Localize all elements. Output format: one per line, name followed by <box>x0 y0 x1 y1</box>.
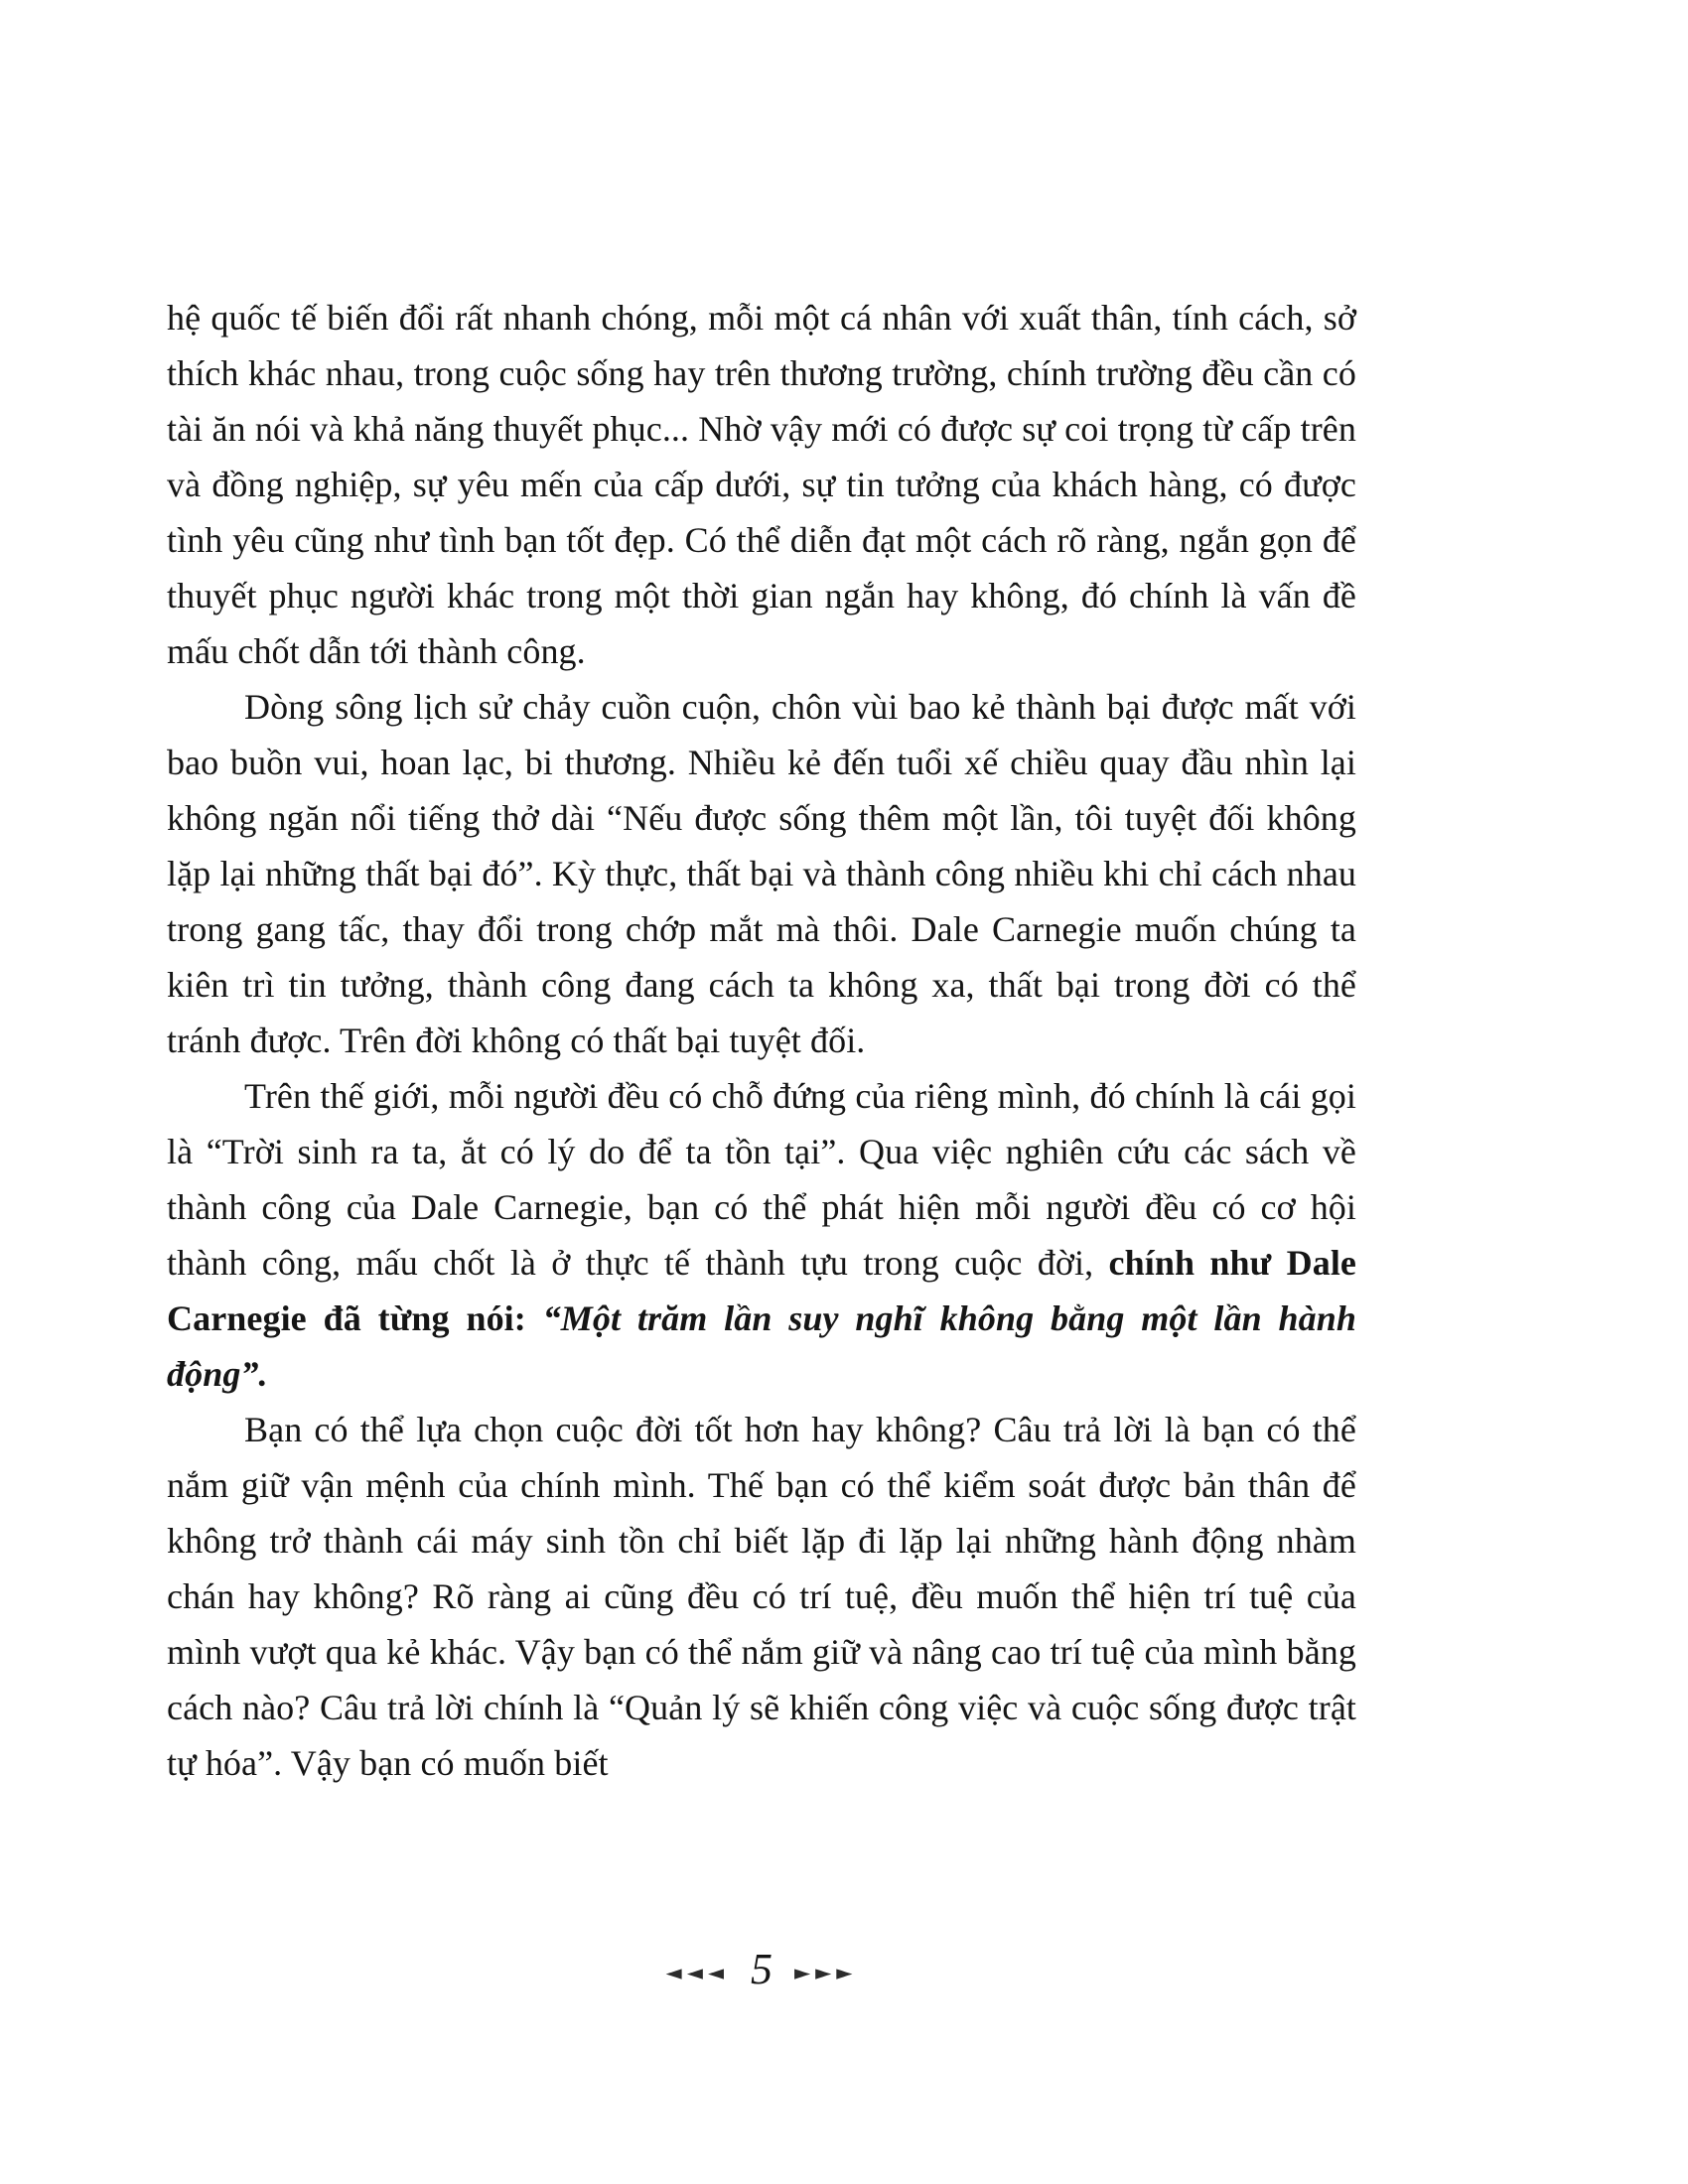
paragraph-3 <box>167 1068 1356 1402</box>
paragraph-3-quote-bold-italic: “Một trăm lần suy nghĩ không bằng một lần hành động”. <box>167 1298 1357 1394</box>
footer-right-arrows-icon: ►►► <box>794 1960 858 1984</box>
paragraph-3-text: Trên thế giới, mỗi người đều có chỗ đứng của riêng mình, đó chính là cái gọi là “Trời sinh ra ta, ắt có lý do để ta tồn tại”. Qua việc nghiên cứu các sách về thành công của Dale Carnegie, bạn có thể phát hiện mỗi người đều có cơ hội thành công, mấu chốt là ở thực tế thành tựu trong cuộc đời, <box>167 1076 1356 1283</box>
paragraph-3-bold-text: chính như Dale Carnegie đã từng nói: <box>167 1243 1357 1338</box>
paragraph-4-text: Bạn có thể lựa chọn cuộc đời tốt hơn hay không? Câu trả lời là bạn có thể nắm giữ vận mệnh của chính mình. Thế bạn có thể kiểm soát được bản thân để không trở thành cái máy sinh tồn chỉ biết lặp đi lặp lại những hành động nhàm chán hay không? Rõ ràng ai cũng đều có trí tuệ, đều muốn thể hiện trí tuệ của mình vượt qua kẻ khác. Vậy bạn có thể nắm giữ và nâng cao trí tuệ của mình bằng cách nào? Câu trả lời chính là “Quản lý sẽ khiến công việc và cuộc sống được trật tự hóa”. Vậy bạn có muốn biết <box>167 1410 1356 1783</box>
footer-left-arrows-icon: ◄◄◄ <box>665 1960 729 1984</box>
paragraph-1-text: hệ quốc tế biến đổi rất nhanh chóng, mỗi một cá nhân với xuất thân, tính cách, sở thích khác nhau, trong cuộc sống hay trên thương trường, chính trường đều cần có tài ăn nói và khả năng thuyết phục... Nhờ vậy mới có được sự coi trọng từ cấp trên và đồng nghiệp, sự yêu mến của cấp dưới, sự tin tưởng của khách hàng, có được tình yêu cũng như tình bạn tốt đẹp. Có thể diễn đạt một cách rõ ràng, ngắn gọn để thuyết phục người khác trong một thời gian ngắn hay không, đó chính là vấn đề mấu chốt dẫn tới thành công. <box>167 298 1356 671</box>
page-footer <box>167 1945 1356 1993</box>
paragraph-4 <box>167 1402 1356 1791</box>
page-body-text <box>167 290 1356 1791</box>
paragraph-2 <box>167 679 1356 1068</box>
paragraph-2-text: Dòng sông lịch sử chảy cuồn cuộn, chôn vùi bao kẻ thành bại được mất với bao buồn vui, hoan lạc, bi thương. Nhiều kẻ đến tuổi xế chiều quay đầu nhìn lại không ngăn nổi tiếng thở dài “Nếu được sống thêm một lần, tôi tuyệt đối không lặp lại những thất bại đó”. Kỳ thực, thất bại và thành công nhiều khi chỉ cách nhau trong gang tấc, thay đổi trong chớp mắt mà thôi. Dale Carnegie muốn chúng ta kiên trì tin tưởng, thành công đang cách ta không xa, thất bại trong đời có thể tránh được. Trên đời không có thất bại tuyệt đối. <box>167 687 1356 1060</box>
page-number: 5 <box>751 1945 773 1993</box>
paragraph-1 <box>167 290 1356 679</box>
